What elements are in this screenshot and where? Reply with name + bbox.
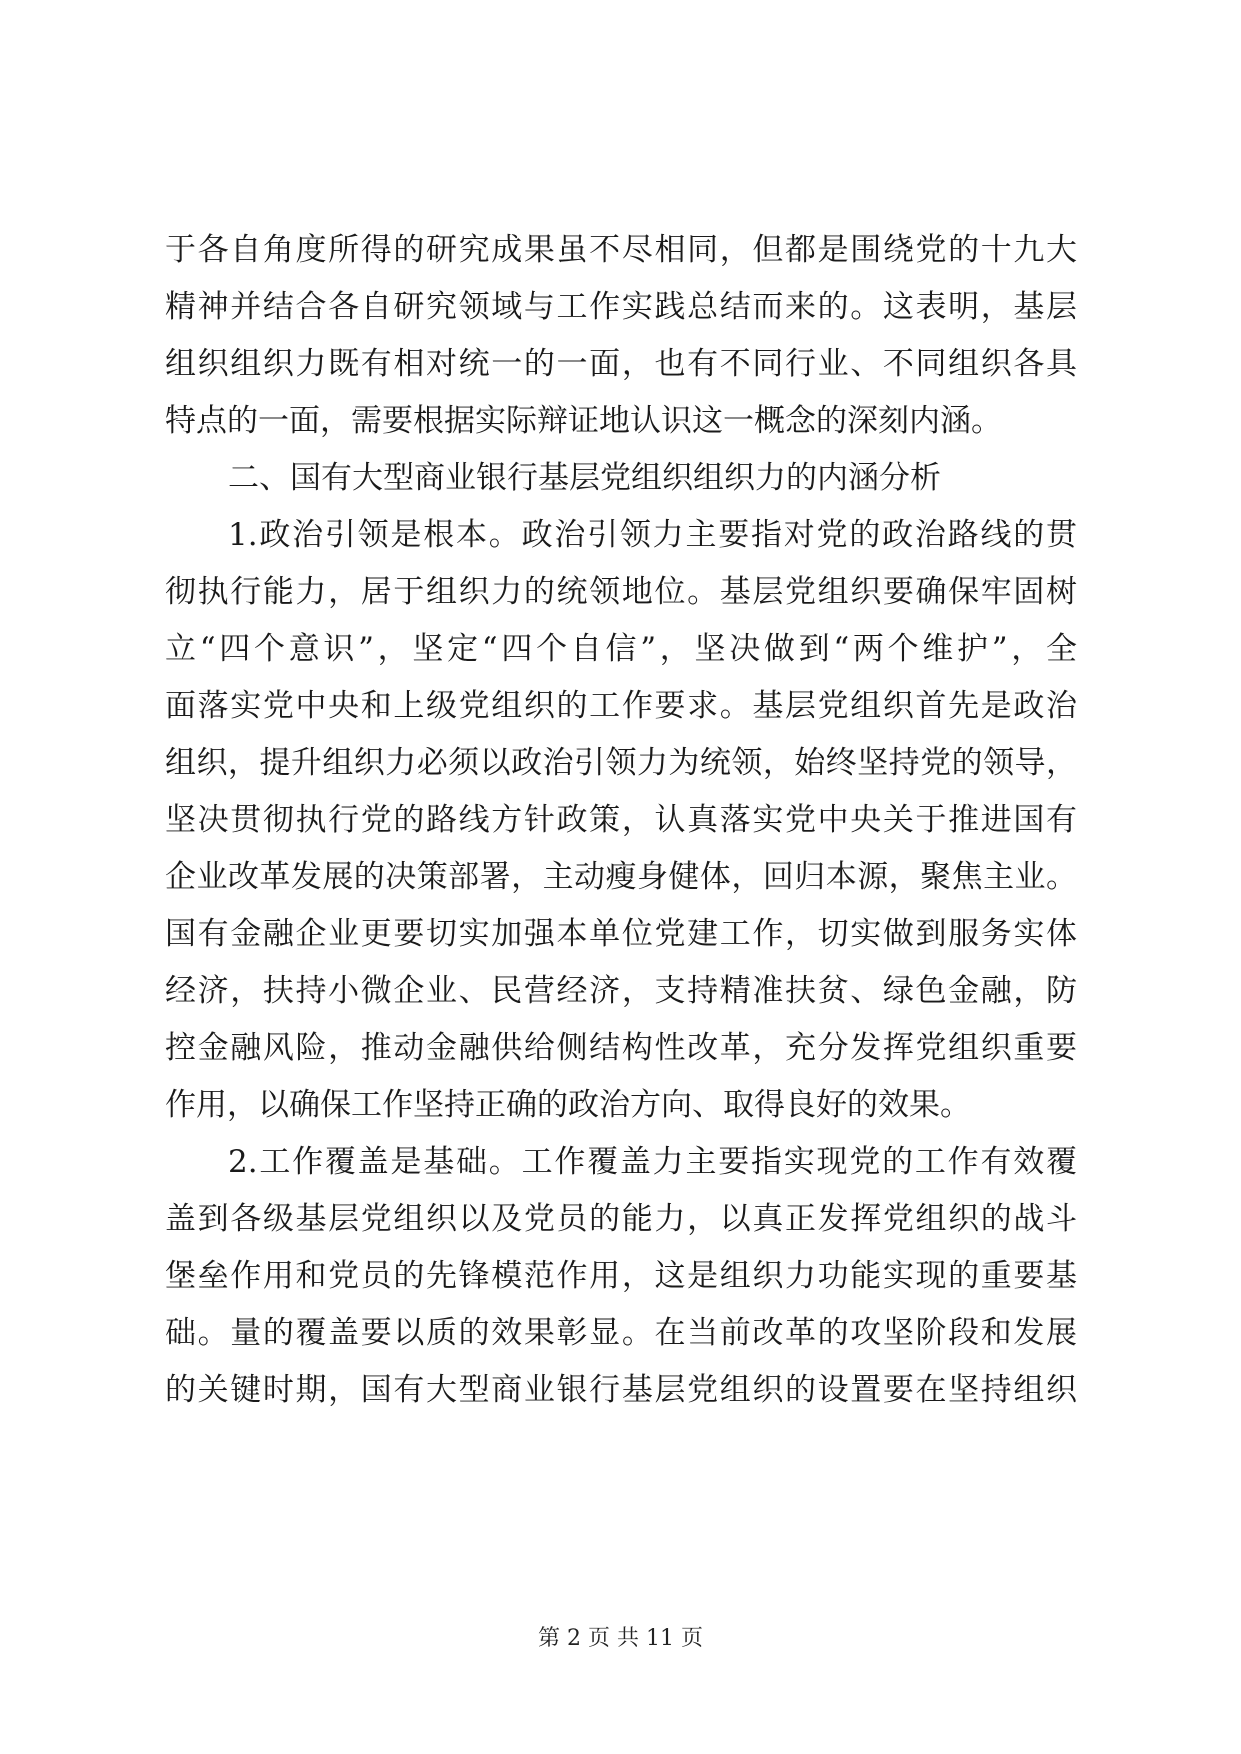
text-line: 精神并结合各自研究领域与工作实践总结而来的。这表明，基层 [165, 289, 1077, 325]
section-heading: 二、国有大型商业银行基层党组织组织力的内涵分析 [228, 460, 941, 496]
text-line: 组织组织力既有相对统一的一面，也有不同行业、不同组织各具 [165, 346, 1077, 382]
text-line: 础。量的覆盖要以质的效果彰显。在当前改革的攻坚阶段和发展 [165, 1315, 1077, 1351]
text-line: 面落实党中央和上级党组织的工作要求。基层党组织首先是政治 [165, 688, 1077, 724]
text-line: 1.政治引领是根本。政治引领力主要指对党的政治路线的贯 [228, 517, 1077, 553]
text-line: 特点的一面，需要根据实际辩证地认识这一概念的深刻内涵。 [165, 403, 1002, 439]
text-line: 经济，扶持小微企业、民营经济，支持精准扶贫、绿色金融，防 [165, 973, 1077, 1009]
text-line: 盖到各级基层党组织以及党员的能力，以真正发挥党组织的战斗 [165, 1201, 1077, 1237]
text-line: 控金融风险，推动金融供给侧结构性改革，充分发挥党组织重要 [165, 1030, 1077, 1066]
text-line: 堡垒作用和党员的先锋模范作用，这是组织力功能实现的重要基 [165, 1258, 1077, 1294]
text-line: 立“四个意识”，坚定“四个自信”，坚决做到“两个维护”，全 [165, 631, 1077, 667]
text-line: 组织，提升组织力必须以政治引领力为统领，始终坚持党的领导， [165, 745, 1077, 781]
text-line: 彻执行能力，居于组织力的统领地位。基层党组织要确保牢固树 [165, 574, 1077, 610]
text-line: 企业改革发展的决策部署，主动瘦身健体，回归本源，聚焦主业。 [165, 859, 1077, 895]
text-line: 作用，以确保工作坚持正确的政治方向、取得良好的效果。 [165, 1087, 971, 1123]
text-line: 国有金融企业更要切实加强本单位党建工作，切实做到服务实体 [165, 916, 1077, 952]
text-line: 的关键时期，国有大型商业银行基层党组织的设置要在坚持组织 [165, 1372, 1077, 1408]
document-body [165, 222, 1077, 1419]
text-line: 2.工作覆盖是基础。工作覆盖力主要指实现党的工作有效覆 [228, 1144, 1077, 1180]
page-number-footer: 第 2 页 共 11 页 [538, 1626, 703, 1651]
text-line: 坚决贯彻执行党的路线方针政策，认真落实党中央关于推进国有 [165, 802, 1077, 838]
text-line: 于各自角度所得的研究成果虽不尽相同，但都是围绕党的十九大 [165, 232, 1077, 268]
